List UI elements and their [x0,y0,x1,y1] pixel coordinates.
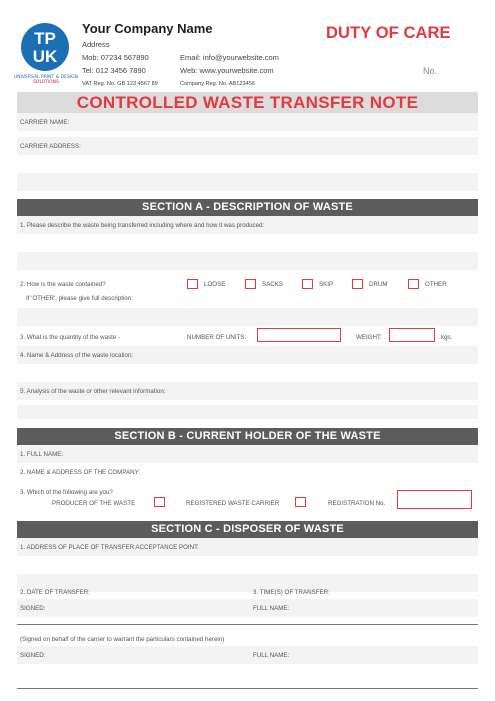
company-name: Your Company Name [82,21,213,36]
carrier-signed-row[interactable] [17,646,478,664]
section-a-q5-row[interactable] [17,382,478,400]
carrier-name-label: CARRIER NAME: [20,118,70,126]
registered-carrier-checkbox[interactable] [295,497,306,507]
section-b-header: SECTION B - CURRENT HOLDER OF THE WASTE [17,428,478,445]
other-checkbox[interactable] [408,279,419,289]
section-b-q3-label: 3. Which of the following are you? [20,489,113,496]
registered-carrier-label: REGISTERED WASTE CARRIER [186,500,280,507]
section-c-q1-row-2[interactable] [17,556,478,574]
section-a-q5-row-3[interactable] [17,405,478,419]
carrier-signed-label: SIGNED: [20,651,46,659]
registration-no-label: REGISTRATION No. [328,500,386,507]
carrier-address-row[interactable] [17,137,478,155]
section-a-q4-label: 4. Name & Address of the waste location: [20,351,134,359]
drum-label: DRUM [369,281,388,288]
email-address: Email: info@yourwebsite.com [180,53,279,62]
telephone-number: Tel: 012 3456 7890 [82,66,146,75]
logo-sub-line1: UNIVERSAL PRINT & DESIGN [14,75,78,80]
carrier-fullname-label: FULL NAME: [253,652,290,659]
section-a-q5-label: 5. Analysis of the waste or other relevant information: [20,387,166,395]
section-a-q4-row[interactable] [17,346,478,364]
loose-label: LOOSE [204,281,226,288]
section-b-q1-label: 1. FULL NAME: [20,450,64,458]
bottom-divider [17,688,478,689]
weight-input[interactable] [389,328,435,342]
section-a-q2-other-label: If 'OTHER', please give full description: [26,295,133,302]
section-b-q2-row[interactable] [17,463,478,481]
section-c-q3-label: 3. TIME(S) OF TRANSFER: [253,589,330,596]
loose-checkbox[interactable] [187,279,198,289]
header [0,0,495,92]
units-input[interactable] [257,328,341,342]
document-title: DUTY OF CARE [326,24,451,42]
form-title-banner [17,92,478,113]
section-c-header: SECTION C - DISPOSER OF WASTE [17,521,478,538]
carrier-address-label: CARRIER ADDRESS: [20,142,81,150]
logo-sub-line2: SOLUTIONS [33,80,59,85]
carrier-note: (Signed on behalf of the carrier to warrant the particulars contained herein) [20,635,225,643]
divider [17,624,478,625]
section-a-q1-label: 1. Please describe the waste being transferred including where and how it was produced: [20,221,265,229]
weight-label: WEIGHT: [356,334,382,341]
units-label: NUMBER OF UNITS: [187,334,247,341]
skip-label: SKIP [319,281,334,288]
section-a-q1-row-3[interactable] [17,252,478,270]
company-address: Address [82,40,110,49]
form-title: CONTROLLED WASTE TRANSFER NOTE [76,93,419,112]
document-number-label: No. [423,66,438,76]
company-reg: Company Reg. No. AB123456 [180,81,255,87]
logo-text-top: TP [34,29,56,48]
registration-no-input[interactable] [397,490,472,509]
website: Web: www.yourwebsite.com [180,66,274,75]
company-logo [20,22,70,72]
section-a-header: SECTION A - DESCRIPTION OF WASTE [17,199,478,216]
section-b-q2-label: 2. NAME & ADDRESS OF THE COMPANY: [20,468,141,476]
section-a-q2-other-row[interactable] [17,308,478,326]
producer-checkbox[interactable] [154,497,165,507]
vat-reg: VAT Reg. No. GB 123 4567 89 [82,81,158,87]
sacks-label: SACKS [262,281,283,288]
section-c-fullname-label: FULL NAME: [253,605,290,612]
kgs-label: kgs. [441,334,453,341]
section-a-q2-label: 2. How is the waste contained? [20,280,106,288]
sacks-checkbox[interactable] [245,279,256,289]
section-c-q1-label: 1. ADDRESS OF PLACE OF TRANSFER ACCEPTANCE POINT: [20,543,199,551]
carrier-name-row[interactable] [17,113,478,131]
section-a-q4-row-2[interactable] [17,364,478,382]
carrier-address-row-3[interactable] [17,173,478,191]
section-a-q1-row[interactable] [17,216,478,234]
section-a-q1-row-2[interactable] [17,234,478,252]
logo-text-bottom: UK [32,47,58,66]
section-a-q3-label: 3. What is the quantity of the waste - [20,333,121,341]
carrier-address-row-2[interactable] [17,155,478,173]
carrier-signed-row-2[interactable] [17,664,478,682]
section-b-q1-row[interactable] [17,445,478,463]
other-label: OTHER [425,281,447,288]
mobile-number: Mob: 07234 567890 [82,53,149,62]
producer-label: PRODUCER OF THE WASTE [52,500,136,507]
skip-checkbox[interactable] [302,279,313,289]
section-c-signed-label: SIGNED: [20,604,46,612]
section-c-q1-row[interactable] [17,538,478,556]
section-c-signed-row[interactable] [17,599,478,617]
section-c-q2-label: 2. DATE OF TRANSFER: [20,588,90,596]
drum-checkbox[interactable] [352,279,363,289]
logo-subtitle [14,75,78,85]
